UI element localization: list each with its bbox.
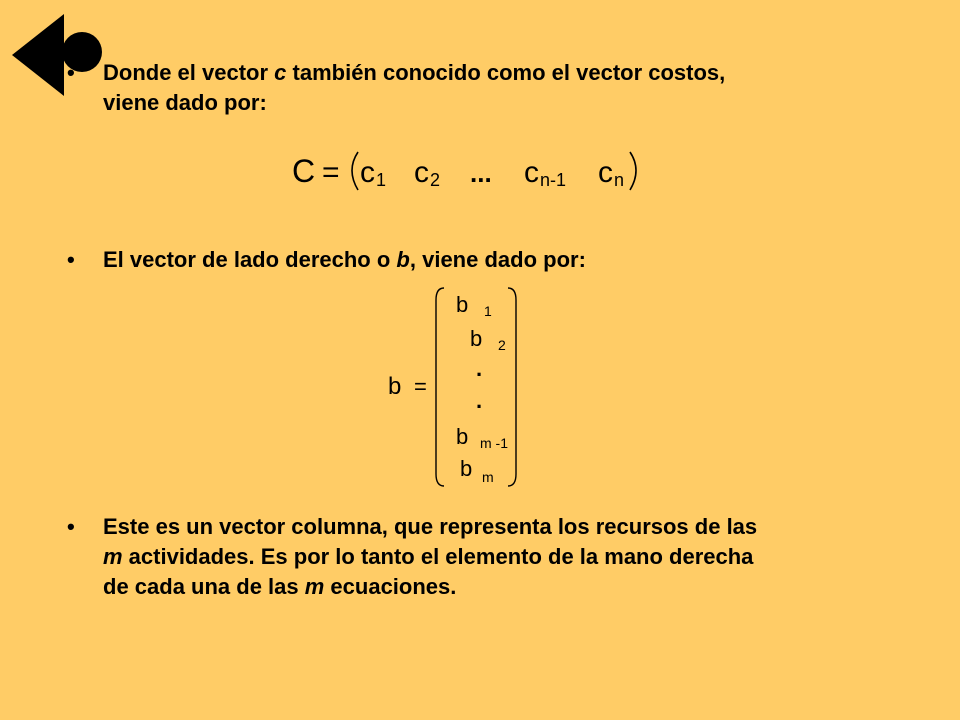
b-var: b xyxy=(456,424,469,449)
back-arrow-icon[interactable] xyxy=(8,12,108,98)
eq-lhs: b xyxy=(388,373,402,400)
right-paren xyxy=(630,152,636,190)
bullet-dot: • xyxy=(67,514,75,539)
left-paren xyxy=(352,152,358,190)
b-sub-2: 2 xyxy=(498,337,506,353)
bullet-dot: • xyxy=(67,247,75,272)
b-var: b xyxy=(460,456,473,481)
c-sub-1: 1 xyxy=(376,170,387,190)
italic-var: m xyxy=(304,574,325,599)
paragraph-rhs-vector xyxy=(67,245,923,275)
c-sub-n: n xyxy=(614,170,625,190)
text: El vector de lado derecho o xyxy=(103,247,397,272)
right-bracket xyxy=(508,288,516,486)
italic-var: b xyxy=(396,247,410,272)
text: actividades. Es por lo tanto el elemento de la mano derecha xyxy=(122,544,754,569)
text: ecuaciones. xyxy=(324,574,457,599)
text: Donde el vector xyxy=(103,60,275,85)
b-dot: . xyxy=(476,388,483,413)
text: , viene dado por: xyxy=(409,247,586,272)
italic-var: c xyxy=(274,60,287,85)
c-var: c xyxy=(524,156,539,189)
b-sub-m1: m -1 xyxy=(480,435,508,451)
text: de cada una de las xyxy=(103,574,305,599)
b-var: b xyxy=(456,292,469,317)
eq-lhs: C xyxy=(292,153,316,189)
c-var: c xyxy=(598,156,613,189)
eq-equals: = xyxy=(414,374,427,399)
text: también conocido como el vector costos, xyxy=(286,60,726,85)
text: viene dado por: xyxy=(103,90,267,115)
paragraph-cost-vector xyxy=(67,58,923,118)
c-sub-2: 2 xyxy=(430,170,441,190)
c-var: c xyxy=(414,156,429,189)
b-var: b xyxy=(470,326,483,351)
equation-rhs-vector xyxy=(380,284,540,490)
equation-cost-vector xyxy=(290,146,670,194)
italic-var: m xyxy=(103,544,123,569)
paragraph-column-vector xyxy=(67,512,923,602)
eq-equals: = xyxy=(322,156,340,189)
b-sub-1: 1 xyxy=(484,303,492,319)
bullet-dot: • xyxy=(67,60,75,85)
ellipsis: ... xyxy=(470,158,492,188)
b-sub-m: m xyxy=(482,469,494,485)
text: Este es un vector columna, que representa los recursos de las xyxy=(103,514,758,539)
b-dot: . xyxy=(476,356,483,381)
left-bracket xyxy=(436,288,444,486)
c-sub-n1: n-1 xyxy=(540,170,567,190)
c-var: c xyxy=(360,156,375,189)
